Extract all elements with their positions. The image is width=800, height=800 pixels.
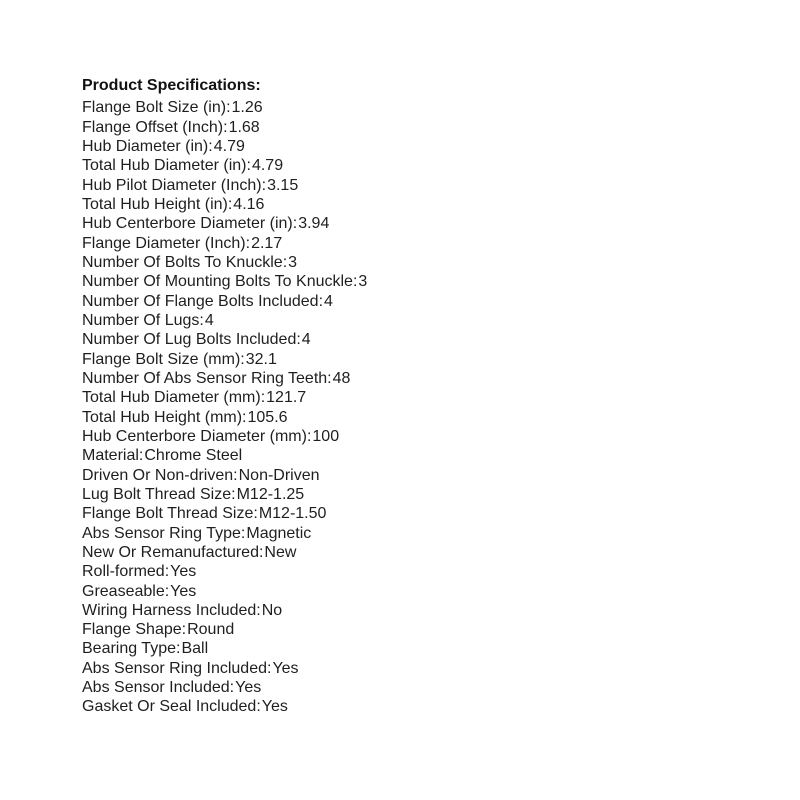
spec-value: Yes [170,582,197,600]
spec-row [82,214,367,233]
spec-label: Number Of Bolts To Knuckle [82,253,283,271]
spec-value: New [264,543,297,561]
spec-label: Flange Bolt Thread Size [82,505,254,523]
spec-row [82,582,367,601]
spec-value: 4.79 [251,157,284,175]
spec-value: Ball [181,640,209,658]
spec-separator: : [258,543,264,561]
spec-separator: : [260,389,266,407]
spec-label: Roll-formed [82,563,165,581]
spec-separator: : [245,234,251,252]
spec-row [82,543,367,562]
spec-label: Flange Bolt Size (in) [82,99,227,117]
spec-value: 1.68 [228,118,260,136]
spec-label: Bearing Type [82,640,176,658]
spec-value: 100 [312,427,340,445]
spec-label: New Or Remanufactured [82,543,259,561]
spec-label: Gasket Or Seal Included [82,698,257,716]
spec-separator: : [240,350,245,368]
spec-label: Wiring Harness Included [82,601,257,619]
spec-value: 1.26 [231,99,263,117]
spec-row [82,562,367,581]
spec-label: Abs Sensor Ring Included [82,659,267,677]
spec-value: 2.17 [251,234,283,252]
spec-row [82,253,367,272]
spec-separator: : [296,331,301,349]
spec-label: Abs Sensor Included [82,679,230,697]
spec-value: 4.16 [233,195,265,213]
spec-value: Non-Driven [238,466,320,484]
spec-value: 4.79 [213,137,245,155]
spec-separator: : [229,679,235,697]
spec-label: Flange Offset (Inch) [82,118,224,136]
spec-label: Flange Diameter (Inch) [82,234,246,252]
spec-separator: : [267,659,272,677]
spec-value: Yes [272,659,299,677]
spec-value: 121.7 [266,389,307,407]
spec-row [82,195,367,214]
spec-row [82,98,367,117]
spec-label: Flange Bolt Size (mm) [82,350,241,368]
spec-row [82,601,367,620]
spec-label: Driven Or Non-driven [82,466,234,484]
spec-separator: : [138,447,144,465]
spec-separator: : [292,215,298,233]
spec-value: 4 [204,311,214,329]
spec-separator: : [164,563,170,581]
spec-label: Flange Shape [82,621,182,639]
spec-row [82,620,367,639]
spec-row [82,697,367,716]
spec-label: Total Hub Diameter (mm) [82,389,261,407]
specifications-heading: Product Specifications: [82,77,261,94]
spec-value: Yes [261,698,288,716]
spec-separator: : [306,427,312,445]
spec-value: 4 [324,292,333,310]
spec-label: Hub Pilot Diameter (Inch) [82,176,262,194]
spec-separator: : [261,176,267,194]
spec-label: Abs Sensor Ring Type [82,524,241,542]
spec-separator: : [223,118,228,136]
spec-label: Total Hub Height (mm) [82,408,243,426]
spec-row [82,408,367,427]
spec-separator: : [318,292,324,310]
spec-row [82,272,367,291]
spec-separator: : [233,466,238,484]
spec-label: Total Hub Height (in) [82,195,228,213]
spec-separator: : [227,195,233,213]
spec-label: Number Of Mounting Bolts To Knuckle [82,273,353,291]
spec-label: Number Of Lug Bolts Included [82,331,297,349]
spec-row [82,369,367,388]
spec-value: 32.1 [245,350,277,368]
spec-row [82,292,367,311]
spec-separator: : [164,582,170,600]
spec-value: M12-1.50 [258,505,327,523]
spec-row [82,388,367,407]
spec-separator: : [253,505,258,523]
spec-separator: : [240,524,246,542]
spec-label: Hub Diameter (in) [82,137,209,155]
spec-value: Yes [170,563,197,581]
spec-row [82,678,367,697]
spec-row [82,466,367,485]
spec-value: 48 [332,369,351,387]
spec-value: 3 [358,273,368,291]
spec-row [82,504,367,523]
spec-row [82,156,367,175]
spec-row [82,485,367,504]
spec-value: Chrome Steel [144,447,243,465]
spec-label: Number Of Lugs [82,311,200,329]
spec-separator: : [256,601,261,619]
spec-label: Number Of Abs Sensor Ring Teeth [82,369,328,387]
spec-row [82,311,367,330]
spec-label: Greaseable [82,582,165,600]
spec-label: Hub Centerbore Diameter (mm) [82,427,307,445]
spec-value: 3.94 [298,215,330,233]
spec-separator: : [231,485,236,503]
spec-row [82,524,367,543]
spec-label: Material [82,447,139,465]
spec-separator: : [181,621,187,639]
spec-row [82,330,367,349]
spec-separator: : [242,408,247,426]
spec-value: 3.15 [267,176,299,194]
spec-separator: : [176,640,181,658]
spec-value: No [261,601,283,619]
spec-row [82,639,367,658]
spec-label: Hub Centerbore Diameter (in) [82,215,293,233]
product-specifications-block [82,76,367,717]
spec-separator: : [327,369,332,387]
spec-row [82,118,367,137]
spec-row [82,137,367,156]
spec-row [82,350,367,369]
spec-value: 105.6 [247,408,288,426]
spec-list [82,98,367,717]
spec-label: Lug Bolt Thread Size [82,485,232,503]
spec-value: M12-1.25 [236,485,305,503]
spec-row [82,176,367,195]
spec-value: 4 [301,331,311,349]
spec-separator: : [256,698,261,716]
spec-value: 3 [288,253,298,271]
spec-separator: : [352,273,358,291]
spec-row [82,234,367,253]
spec-label: Number Of Flange Bolts Included [82,292,319,310]
spec-value: Magnetic [246,524,312,542]
spec-value: Round [187,621,235,639]
spec-separator: : [199,311,204,329]
spec-separator: : [282,253,288,271]
spec-row [82,427,367,446]
spec-row [82,446,367,465]
spec-separator: : [208,137,213,155]
spec-row [82,659,367,678]
spec-label: Total Hub Diameter (in) [82,157,247,175]
spec-separator: : [226,99,231,117]
spec-separator: : [246,157,251,175]
spec-value: Yes [235,679,262,697]
